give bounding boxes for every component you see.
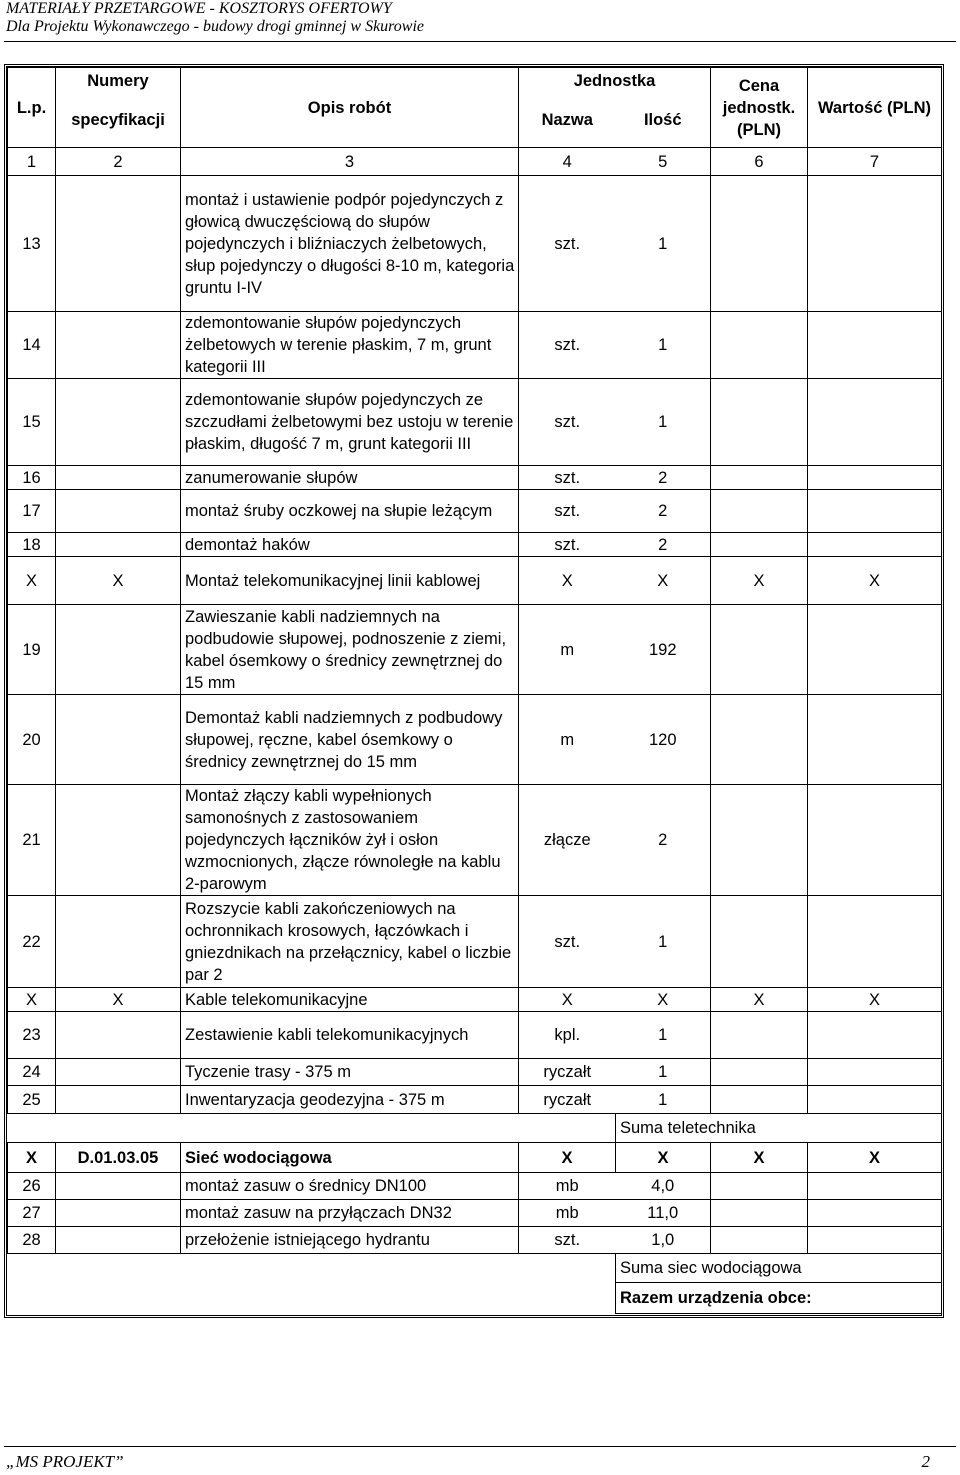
cell-wartosc bbox=[808, 1227, 942, 1254]
cell-spec bbox=[56, 1227, 181, 1254]
cell-opis: montaż i ustawienie podpór pojedynczych z głowicą dwuczęściową do słupów pojedynczych i bliźniaczych żelbetowych, słup pojedynczy o długości 8-10 m, kategoria gruntu I-IV bbox=[181, 176, 519, 312]
cell-spec bbox=[56, 379, 181, 466]
section-cena: X bbox=[711, 1143, 808, 1173]
section-spec: D.01.03.05 bbox=[56, 1143, 181, 1173]
cell-wartosc bbox=[808, 1086, 942, 1114]
section-opis: Sieć wodociągowa bbox=[181, 1143, 519, 1173]
cell-cena bbox=[711, 695, 808, 785]
cell-lp: 23 bbox=[8, 1012, 56, 1059]
cell-nazwa: szt. bbox=[519, 896, 616, 988]
cell-opis: zanumerowanie słupów bbox=[181, 466, 519, 490]
cell-opis: Zawieszanie kabli nadziemnych na podbudowie słupowej, podnoszenie z ziemi, kabel ósemkowy o średnicy zewnętrznej do 15 mm bbox=[181, 605, 519, 695]
cell-spec: X bbox=[56, 557, 181, 605]
cell-ilosc: 1 bbox=[616, 312, 711, 379]
col-lp: L.p. bbox=[8, 68, 56, 148]
cost-table bbox=[7, 67, 942, 1314]
cost-table-frame bbox=[4, 64, 944, 1318]
cell-ilosc: 1 bbox=[616, 1086, 711, 1114]
cell-cena bbox=[711, 1086, 808, 1114]
cell-spec bbox=[56, 312, 181, 379]
cell-opis: zdemontowanie słupów pojedynczych ze szczudłami żelbetowymi bez ustoju w terenie płaskim, długość 7 m, grunt kategorii III bbox=[181, 379, 519, 466]
section-lp: X bbox=[8, 1143, 56, 1173]
table-row bbox=[8, 1059, 942, 1086]
col-spec-top: Numery bbox=[56, 68, 181, 94]
cell-ilosc: 1 bbox=[616, 1059, 711, 1086]
cell-cena bbox=[711, 605, 808, 695]
cell-spec bbox=[56, 176, 181, 312]
cell-nazwa: mb bbox=[519, 1173, 616, 1200]
cell-ilosc: 1,0 bbox=[616, 1227, 711, 1254]
table-row bbox=[8, 896, 942, 988]
cell-wartosc bbox=[808, 490, 942, 533]
cell-spec bbox=[56, 785, 181, 896]
cell-lp: 14 bbox=[8, 312, 56, 379]
table-row bbox=[8, 1086, 942, 1114]
cell-ilosc: 2 bbox=[616, 490, 711, 533]
table-row bbox=[8, 1173, 942, 1200]
cell-cena bbox=[711, 312, 808, 379]
col-opis: Opis robót bbox=[181, 68, 519, 148]
table-row bbox=[8, 1200, 942, 1227]
cell-nazwa: m bbox=[519, 605, 616, 695]
cell-spec bbox=[56, 605, 181, 695]
cell-opis: zdemontowanie słupów pojedynczych żelbetowych w terenie płaskim, 7 m, grunt kategorii III bbox=[181, 312, 519, 379]
cell-lp: 24 bbox=[8, 1059, 56, 1086]
cell-opis: montaż zasuw o średnicy DN100 bbox=[181, 1173, 519, 1200]
cell-lp: 27 bbox=[8, 1200, 56, 1227]
col-num-1: 1 bbox=[8, 148, 56, 176]
cell-opis: Inwentaryzacja geodezyjna - 375 m bbox=[181, 1086, 519, 1114]
cell-nazwa: szt. bbox=[519, 533, 616, 557]
col-cena: Cena jednostk. (PLN) bbox=[711, 68, 808, 148]
cell-cena bbox=[711, 176, 808, 312]
cell-opis: Montaż złączy kabli wypełnionych samonośnych z zastosowaniem pojedynczych łączników żył i osłon wzmocnionych, złącze równoległe na kablu 2-parowym bbox=[181, 785, 519, 896]
cell-cena bbox=[711, 785, 808, 896]
cell-lp: 13 bbox=[8, 176, 56, 312]
cell-lp: 28 bbox=[8, 1227, 56, 1254]
cell-nazwa: m bbox=[519, 695, 616, 785]
cell-spec bbox=[56, 1012, 181, 1059]
razem-urzadzenia-obce: Razem urządzenia obce: bbox=[616, 1283, 942, 1314]
cell-wartosc bbox=[808, 1012, 942, 1059]
col-num-2: 2 bbox=[56, 148, 181, 176]
cell-cena bbox=[711, 1012, 808, 1059]
cell-wartosc bbox=[808, 533, 942, 557]
cell-wartosc bbox=[808, 176, 942, 312]
cell-nazwa: mb bbox=[519, 1200, 616, 1227]
table-row bbox=[8, 312, 942, 379]
cell-ilosc: 2 bbox=[616, 466, 711, 490]
cell-cena bbox=[711, 1227, 808, 1254]
cell-ilosc: 1 bbox=[616, 379, 711, 466]
cell-lp: 19 bbox=[8, 605, 56, 695]
cell-nazwa: złącze bbox=[519, 785, 616, 896]
col-nazwa: Nazwa bbox=[519, 94, 616, 148]
cell-spec bbox=[56, 1200, 181, 1227]
section-wartosc: X bbox=[808, 1143, 942, 1173]
header-title: MATERIAŁY PRZETARGOWE - KOSZTORYS OFERTOWY bbox=[6, 0, 392, 17]
table-row bbox=[8, 695, 942, 785]
cell-lp: 25 bbox=[8, 1086, 56, 1114]
cell-ilosc: X bbox=[616, 557, 711, 605]
cell-spec: X bbox=[56, 988, 181, 1012]
cell-spec bbox=[56, 1173, 181, 1200]
header-rule bbox=[4, 41, 956, 42]
cell-spec bbox=[56, 896, 181, 988]
cell-wartosc bbox=[808, 312, 942, 379]
cell-nazwa: kpl. bbox=[519, 1012, 616, 1059]
table-row bbox=[8, 379, 942, 466]
cell-cena bbox=[711, 533, 808, 557]
cell-lp: X bbox=[8, 988, 56, 1012]
cell-ilosc: 192 bbox=[616, 605, 711, 695]
cell-lp: 21 bbox=[8, 785, 56, 896]
cell-wartosc bbox=[808, 896, 942, 988]
suma-teletechnika: Suma teletechnika bbox=[616, 1114, 942, 1143]
cell-lp: 18 bbox=[8, 533, 56, 557]
table-row bbox=[8, 490, 942, 533]
cell-spec bbox=[56, 533, 181, 557]
cell-lp: 22 bbox=[8, 896, 56, 988]
table-row bbox=[8, 785, 942, 896]
cell-opis: Rozszycie kabli zakończeniowych na ochronnikach krosowych, łączówkach i gniezdnikach na przełącznicy, kabel o liczbie par 2 bbox=[181, 896, 519, 988]
cell-nazwa: ryczałt bbox=[519, 1086, 616, 1114]
cell-nazwa: szt. bbox=[519, 466, 616, 490]
footer-rule bbox=[4, 1446, 956, 1447]
cell-wartosc bbox=[808, 1059, 942, 1086]
cell-cena: X bbox=[711, 557, 808, 605]
cell-opis: Kable telekomunikacyjne bbox=[181, 988, 519, 1012]
table-row bbox=[8, 988, 942, 1012]
footer-page-number: 2 bbox=[921, 1452, 930, 1471]
table-row bbox=[8, 1012, 942, 1059]
cell-ilosc: 120 bbox=[616, 695, 711, 785]
cell-cena bbox=[711, 1059, 808, 1086]
footer-company: „MS PROJEKT” bbox=[6, 1452, 124, 1471]
cell-lp: X bbox=[8, 557, 56, 605]
cell-opis: Zestawienie kabli telekomunikacyjnych bbox=[181, 1012, 519, 1059]
cell-opis: montaż zasuw na przyłączach DN32 bbox=[181, 1200, 519, 1227]
cell-wartosc bbox=[808, 466, 942, 490]
cell-spec bbox=[56, 1059, 181, 1086]
cell-nazwa: ryczałt bbox=[519, 1059, 616, 1086]
cell-nazwa: szt. bbox=[519, 379, 616, 466]
cell-wartosc bbox=[808, 1173, 942, 1200]
cell-cena bbox=[711, 490, 808, 533]
col-num-3: 3 bbox=[181, 148, 519, 176]
cell-ilosc: 1 bbox=[616, 1012, 711, 1059]
cell-opis: Tyczenie trasy - 375 m bbox=[181, 1059, 519, 1086]
cell-nazwa: X bbox=[519, 557, 616, 605]
cell-lp: 20 bbox=[8, 695, 56, 785]
cell-wartosc bbox=[808, 785, 942, 896]
col-num-5: 5 bbox=[616, 148, 711, 176]
cell-cena bbox=[711, 466, 808, 490]
cell-opis: Montaż telekomunikacyjnej linii kablowej bbox=[181, 557, 519, 605]
table-row bbox=[8, 533, 942, 557]
cell-lp: 17 bbox=[8, 490, 56, 533]
cell-ilosc: 2 bbox=[616, 785, 711, 896]
cell-ilosc: 2 bbox=[616, 533, 711, 557]
cell-wartosc: X bbox=[808, 557, 942, 605]
col-spec-bottom: specyfikacji bbox=[56, 94, 181, 148]
cell-spec bbox=[56, 466, 181, 490]
cell-spec bbox=[56, 490, 181, 533]
table-row bbox=[8, 1227, 942, 1254]
cell-wartosc bbox=[808, 605, 942, 695]
suma-siec-wodociagowa: Suma siec wodociągowa bbox=[616, 1254, 942, 1283]
cell-spec bbox=[56, 1086, 181, 1114]
cell-wartosc: X bbox=[808, 988, 942, 1012]
cell-ilosc: 1 bbox=[616, 176, 711, 312]
cell-opis: przełożenie istniejącego hydrantu bbox=[181, 1227, 519, 1254]
cell-nazwa: szt. bbox=[519, 312, 616, 379]
cell-nazwa: szt. bbox=[519, 490, 616, 533]
col-num-7: 7 bbox=[808, 148, 942, 176]
cell-lp: 16 bbox=[8, 466, 56, 490]
header-subtitle: Dla Projektu Wykonawczego - budowy drogi gminnej w Skurowie bbox=[6, 18, 425, 35]
col-jednostka: Jednostka bbox=[519, 68, 711, 94]
col-num-6: 6 bbox=[711, 148, 808, 176]
cell-opis: demontaż haków bbox=[181, 533, 519, 557]
cell-nazwa: szt. bbox=[519, 1227, 616, 1254]
cell-ilosc: X bbox=[616, 988, 711, 1012]
document-header bbox=[6, 0, 424, 36]
cell-nazwa: szt. bbox=[519, 176, 616, 312]
table-row bbox=[8, 466, 942, 490]
table-row bbox=[8, 605, 942, 695]
cell-cena bbox=[711, 896, 808, 988]
cell-opis: Demontaż kabli nadziemnych z podbudowy słupowej, ręczne, kabel ósemkowy o średnicy zewnętrznej do 15 mm bbox=[181, 695, 519, 785]
cell-cena bbox=[711, 1173, 808, 1200]
cell-ilosc: 1 bbox=[616, 896, 711, 988]
cell-nazwa: X bbox=[519, 988, 616, 1012]
col-num-4: 4 bbox=[519, 148, 616, 176]
col-wartosc: Wartość (PLN) bbox=[808, 68, 942, 148]
cell-wartosc bbox=[808, 379, 942, 466]
section-ilosc: X bbox=[616, 1143, 711, 1173]
cell-cena: X bbox=[711, 988, 808, 1012]
cell-ilosc: 4,0 bbox=[616, 1173, 711, 1200]
col-ilosc: Ilość bbox=[616, 94, 711, 148]
table-row bbox=[8, 176, 942, 312]
cell-cena bbox=[711, 379, 808, 466]
cell-wartosc bbox=[808, 695, 942, 785]
cell-wartosc bbox=[808, 1200, 942, 1227]
table-row bbox=[8, 557, 942, 605]
cell-lp: 15 bbox=[8, 379, 56, 466]
cell-lp: 26 bbox=[8, 1173, 56, 1200]
cell-spec bbox=[56, 695, 181, 785]
section-nazwa: X bbox=[519, 1143, 616, 1173]
cell-ilosc: 11,0 bbox=[616, 1200, 711, 1227]
cell-opis: montaż śruby oczkowej na słupie leżącym bbox=[181, 490, 519, 533]
cell-cena bbox=[711, 1200, 808, 1227]
